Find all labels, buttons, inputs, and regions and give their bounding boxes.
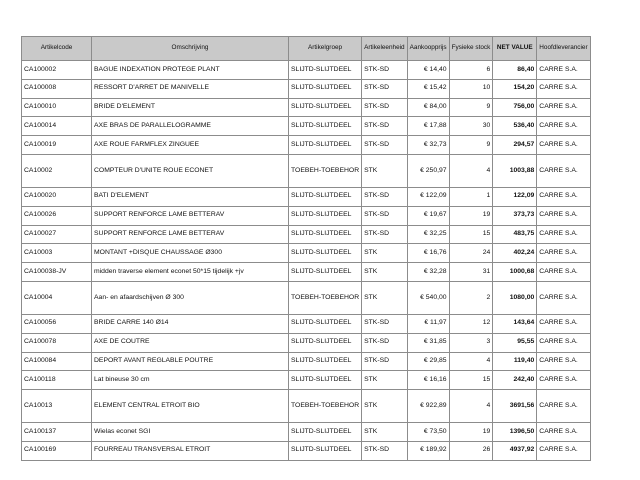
cell-artikelgroep: TOEBEH-TOEBEHOR: [289, 390, 362, 423]
table-row[interactable]: [22, 225, 591, 244]
cell-artikelcode: CA100008: [22, 79, 92, 98]
cell-fysieke-stock: 12: [449, 314, 493, 333]
cell-artikelcode: CA100014: [22, 117, 92, 136]
cell-artikelgroep: SLIJTD-SLIJTDEEL: [289, 333, 362, 352]
cell-aankoopprijs: € 540,00: [407, 281, 449, 314]
cell-artikeleenheid: STK-SD: [362, 314, 408, 333]
cell-artikelgroep: SLIJTD-SLIJTDEEL: [289, 136, 362, 155]
cell-aankoopprijs: € 16,16: [407, 371, 449, 390]
cell-net-value: 294,57: [493, 136, 537, 155]
cell-fysieke-stock: 9: [449, 136, 493, 155]
cell-omschrijving: Wielas econet SGI: [92, 423, 289, 442]
cell-artikeleenheid: STK-SD: [362, 225, 408, 244]
cell-artikelcode: CA100038-JV: [22, 263, 92, 282]
cell-artikeleenheid: STK: [362, 371, 408, 390]
cell-fysieke-stock: 2: [449, 281, 493, 314]
cell-net-value: 95,55: [493, 333, 537, 352]
cell-artikeleenheid: STK: [362, 244, 408, 263]
cell-fysieke-stock: 31: [449, 263, 493, 282]
header-artikelgroep[interactable]: Artikelgroep: [289, 37, 362, 61]
cell-hoofdleverancier: CARRE S.A.: [537, 61, 590, 80]
cell-hoofdleverancier: CARRE S.A.: [537, 154, 590, 187]
table-row[interactable]: [22, 371, 591, 390]
cell-net-value: 402,24: [493, 244, 537, 263]
cell-omschrijving: midden traverse element econet 50*15 tijdelijk +jv: [92, 263, 289, 282]
cell-fysieke-stock: 4: [449, 154, 493, 187]
cell-hoofdleverancier: CARRE S.A.: [537, 136, 590, 155]
table-row[interactable]: [22, 352, 591, 371]
cell-artikeleenheid: STK: [362, 390, 408, 423]
cell-hoofdleverancier: CARRE S.A.: [537, 281, 590, 314]
cell-artikeleenheid: STK-SD: [362, 352, 408, 371]
cell-aankoopprijs: € 922,89: [407, 390, 449, 423]
cell-fysieke-stock: 30: [449, 117, 493, 136]
cell-fysieke-stock: 4: [449, 390, 493, 423]
cell-omschrijving: AXE ROUE FARMFLEX ZINGUEE: [92, 136, 289, 155]
cell-omschrijving: Lat bineuse 30 cm: [92, 371, 289, 390]
cell-artikelcode: CA100137: [22, 423, 92, 442]
cell-fysieke-stock: 9: [449, 98, 493, 117]
cell-fysieke-stock: 3: [449, 333, 493, 352]
cell-artikeleenheid: STK-SD: [362, 441, 408, 460]
cell-net-value: 1000,68: [493, 263, 537, 282]
cell-artikelgroep: SLIJTD-SLIJTDEEL: [289, 187, 362, 206]
cell-omschrijving: BATI D'ELEMENT: [92, 187, 289, 206]
cell-artikeleenheid: STK-SD: [362, 333, 408, 352]
cell-artikelgroep: TOEBEH-TOEBEHOR: [289, 281, 362, 314]
cell-artikelgroep: SLIJTD-SLIJTDEEL: [289, 61, 362, 80]
cell-hoofdleverancier: CARRE S.A.: [537, 390, 590, 423]
table-row[interactable]: [22, 244, 591, 263]
cell-artikelcode: CA100002: [22, 61, 92, 80]
table-row[interactable]: [22, 187, 591, 206]
cell-artikeleenheid: STK-SD: [362, 61, 408, 80]
table-row[interactable]: [22, 206, 591, 225]
cell-hoofdleverancier: CARRE S.A.: [537, 244, 590, 263]
cell-artikeleenheid: STK-SD: [362, 79, 408, 98]
cell-aankoopprijs: € 73,50: [407, 423, 449, 442]
cell-artikelcode: CA100169: [22, 441, 92, 460]
cell-hoofdleverancier: CARRE S.A.: [537, 98, 590, 117]
cell-artikeleenheid: STK-SD: [362, 98, 408, 117]
cell-hoofdleverancier: CARRE S.A.: [537, 206, 590, 225]
cell-fysieke-stock: 15: [449, 225, 493, 244]
table-header: [22, 37, 591, 61]
header-artikelcode[interactable]: Artikelcode: [22, 37, 92, 61]
cell-aankoopprijs: € 84,00: [407, 98, 449, 117]
cell-net-value: 3691,56: [493, 390, 537, 423]
cell-artikelgroep: SLIJTD-SLIJTDEEL: [289, 244, 362, 263]
cell-artikeleenheid: STK: [362, 263, 408, 282]
table-row[interactable]: [22, 61, 591, 80]
cell-fysieke-stock: 10: [449, 79, 493, 98]
cell-artikelcode: CA100026: [22, 206, 92, 225]
cell-aankoopprijs: € 31,85: [407, 333, 449, 352]
cell-omschrijving: BRIDE CARRE 140 Ø14: [92, 314, 289, 333]
table-row[interactable]: [22, 263, 591, 282]
cell-artikelcode: CA100010: [22, 98, 92, 117]
cell-net-value: 483,75: [493, 225, 537, 244]
cell-aankoopprijs: € 32,73: [407, 136, 449, 155]
table-row[interactable]: [22, 390, 591, 423]
table-body: [22, 61, 591, 461]
cell-net-value: 1396,50: [493, 423, 537, 442]
cell-hoofdleverancier: CARRE S.A.: [537, 352, 590, 371]
cell-net-value: 536,40: [493, 117, 537, 136]
header-omschrijving[interactable]: Omschrijving: [92, 37, 289, 61]
table-row[interactable]: [22, 79, 591, 98]
cell-net-value: 4937,92: [493, 441, 537, 460]
cell-hoofdleverancier: CARRE S.A.: [537, 225, 590, 244]
cell-net-value: 242,40: [493, 371, 537, 390]
cell-artikelgroep: SLIJTD-SLIJTDEEL: [289, 225, 362, 244]
cell-omschrijving: DEPORT AVANT REGLABLE POUTRE: [92, 352, 289, 371]
cell-aankoopprijs: € 29,85: [407, 352, 449, 371]
header-aankoopprijs[interactable]: Aankoopprijs: [407, 37, 449, 61]
cell-artikeleenheid: STK-SD: [362, 187, 408, 206]
cell-hoofdleverancier: CARRE S.A.: [537, 79, 590, 98]
cell-artikelcode: CA100118: [22, 371, 92, 390]
cell-omschrijving: BRIDE D'ELEMENT: [92, 98, 289, 117]
cell-net-value: 1003,88: [493, 154, 537, 187]
cell-hoofdleverancier: CARRE S.A.: [537, 187, 590, 206]
table-row[interactable]: [22, 98, 591, 117]
cell-net-value: 122,09: [493, 187, 537, 206]
header-artikeleenheid[interactable]: Artikeleenheid: [362, 37, 408, 61]
cell-fysieke-stock: 6: [449, 61, 493, 80]
cell-hoofdleverancier: CARRE S.A.: [537, 371, 590, 390]
cell-aankoopprijs: € 16,76: [407, 244, 449, 263]
cell-omschrijving: MONTANT +DISQUE CHAUSSAGE Ø300: [92, 244, 289, 263]
cell-aankoopprijs: € 122,09: [407, 187, 449, 206]
cell-hoofdleverancier: CARRE S.A.: [537, 441, 590, 460]
table-row[interactable]: [22, 281, 591, 314]
cell-hoofdleverancier: CARRE S.A.: [537, 423, 590, 442]
table-row[interactable]: [22, 333, 591, 352]
table-row[interactable]: [22, 117, 591, 136]
cell-aankoopprijs: € 250,97: [407, 154, 449, 187]
cell-artikeleenheid: STK-SD: [362, 206, 408, 225]
cell-fysieke-stock: 15: [449, 371, 493, 390]
table-row[interactable]: [22, 154, 591, 187]
cell-artikelcode: CA10003: [22, 244, 92, 263]
cell-aankoopprijs: € 32,28: [407, 263, 449, 282]
cell-artikeleenheid: STK: [362, 154, 408, 187]
cell-fysieke-stock: 19: [449, 423, 493, 442]
cell-artikelcode: CA100019: [22, 136, 92, 155]
cell-fysieke-stock: 1: [449, 187, 493, 206]
cell-artikelgroep: SLIJTD-SLIJTDEEL: [289, 441, 362, 460]
cell-omschrijving: SUPPORT RENFORCE LAME BETTERAV: [92, 206, 289, 225]
cell-artikeleenheid: STK-SD: [362, 117, 408, 136]
cell-artikelgroep: TOEBEH-TOEBEHOR: [289, 154, 362, 187]
cell-artikeleenheid: STK-SD: [362, 136, 408, 155]
cell-fysieke-stock: 26: [449, 441, 493, 460]
cell-aankoopprijs: € 189,92: [407, 441, 449, 460]
cell-artikelgroep: SLIJTD-SLIJTDEEL: [289, 79, 362, 98]
cell-artikelcode: CA100078: [22, 333, 92, 352]
cell-omschrijving: AXE DE COUTRE: [92, 333, 289, 352]
cell-hoofdleverancier: CARRE S.A.: [537, 333, 590, 352]
cell-artikelgroep: SLIJTD-SLIJTDEEL: [289, 206, 362, 225]
cell-net-value: 119,40: [493, 352, 537, 371]
cell-artikelgroep: SLIJTD-SLIJTDEEL: [289, 263, 362, 282]
cell-artikelcode: CA100027: [22, 225, 92, 244]
cell-omschrijving: AXE BRAS DE PARALLELOGRAMME: [92, 117, 289, 136]
cell-hoofdleverancier: CARRE S.A.: [537, 314, 590, 333]
cell-net-value: 143,64: [493, 314, 537, 333]
header-net-value[interactable]: NET VALUE: [493, 37, 537, 61]
cell-net-value: 1080,00: [493, 281, 537, 314]
cell-artikelgroep: SLIJTD-SLIJTDEEL: [289, 98, 362, 117]
cell-artikelcode: CA100084: [22, 352, 92, 371]
cell-artikelcode: CA10004: [22, 281, 92, 314]
cell-aankoopprijs: € 32,25: [407, 225, 449, 244]
cell-fysieke-stock: 24: [449, 244, 493, 263]
cell-artikelcode: CA10013: [22, 390, 92, 423]
table-row[interactable]: [22, 441, 591, 460]
cell-artikelgroep: SLIJTD-SLIJTDEEL: [289, 371, 362, 390]
cell-omschrijving: ELEMENT CENTRAL ETROIT BIO: [92, 390, 289, 423]
cell-hoofdleverancier: CARRE S.A.: [537, 263, 590, 282]
cell-net-value: 373,73: [493, 206, 537, 225]
cell-omschrijving: RESSORT D'ARRET DE MANIVELLE: [92, 79, 289, 98]
cell-omschrijving: BAGUE INDEXATION PROTEGE PLANT: [92, 61, 289, 80]
cell-artikelgroep: SLIJTD-SLIJTDEEL: [289, 352, 362, 371]
cell-artikelgroep: SLIJTD-SLIJTDEEL: [289, 314, 362, 333]
cell-hoofdleverancier: CARRE S.A.: [537, 117, 590, 136]
cell-artikeleenheid: STK: [362, 281, 408, 314]
table-row[interactable]: [22, 136, 591, 155]
cell-artikelgroep: SLIJTD-SLIJTDEEL: [289, 117, 362, 136]
table-row[interactable]: [22, 423, 591, 442]
cell-net-value: 86,40: [493, 61, 537, 80]
cell-omschrijving: FOURREAU TRANSVERSAL ETROIT: [92, 441, 289, 460]
cell-artikelcode: CA100020: [22, 187, 92, 206]
cell-fysieke-stock: 19: [449, 206, 493, 225]
cell-artikeleenheid: STK: [362, 423, 408, 442]
cell-artikelcode: CA10002: [22, 154, 92, 187]
cell-aankoopprijs: € 11,97: [407, 314, 449, 333]
cell-aankoopprijs: € 19,67: [407, 206, 449, 225]
inventory-table: [21, 36, 591, 461]
cell-omschrijving: COMPTEUR D'UNITE ROUE ECONET: [92, 154, 289, 187]
cell-omschrijving: Aan- en afaardschijven Ø 300: [92, 281, 289, 314]
cell-net-value: 756,00: [493, 98, 537, 117]
header-hoofdleverancier[interactable]: Hoofdleverancier: [537, 37, 590, 61]
table-row[interactable]: [22, 314, 591, 333]
cell-artikelgroep: SLIJTD-SLIJTDEEL: [289, 423, 362, 442]
cell-fysieke-stock: 4: [449, 352, 493, 371]
cell-aankoopprijs: € 17,88: [407, 117, 449, 136]
cell-aankoopprijs: € 15,42: [407, 79, 449, 98]
header-fysieke-stock[interactable]: Fysieke stock: [449, 37, 493, 61]
cell-net-value: 154,20: [493, 79, 537, 98]
cell-aankoopprijs: € 14,40: [407, 61, 449, 80]
cell-omschrijving: SUPPORT RENFORCE LAME BETTERAV: [92, 225, 289, 244]
cell-artikelcode: CA100056: [22, 314, 92, 333]
